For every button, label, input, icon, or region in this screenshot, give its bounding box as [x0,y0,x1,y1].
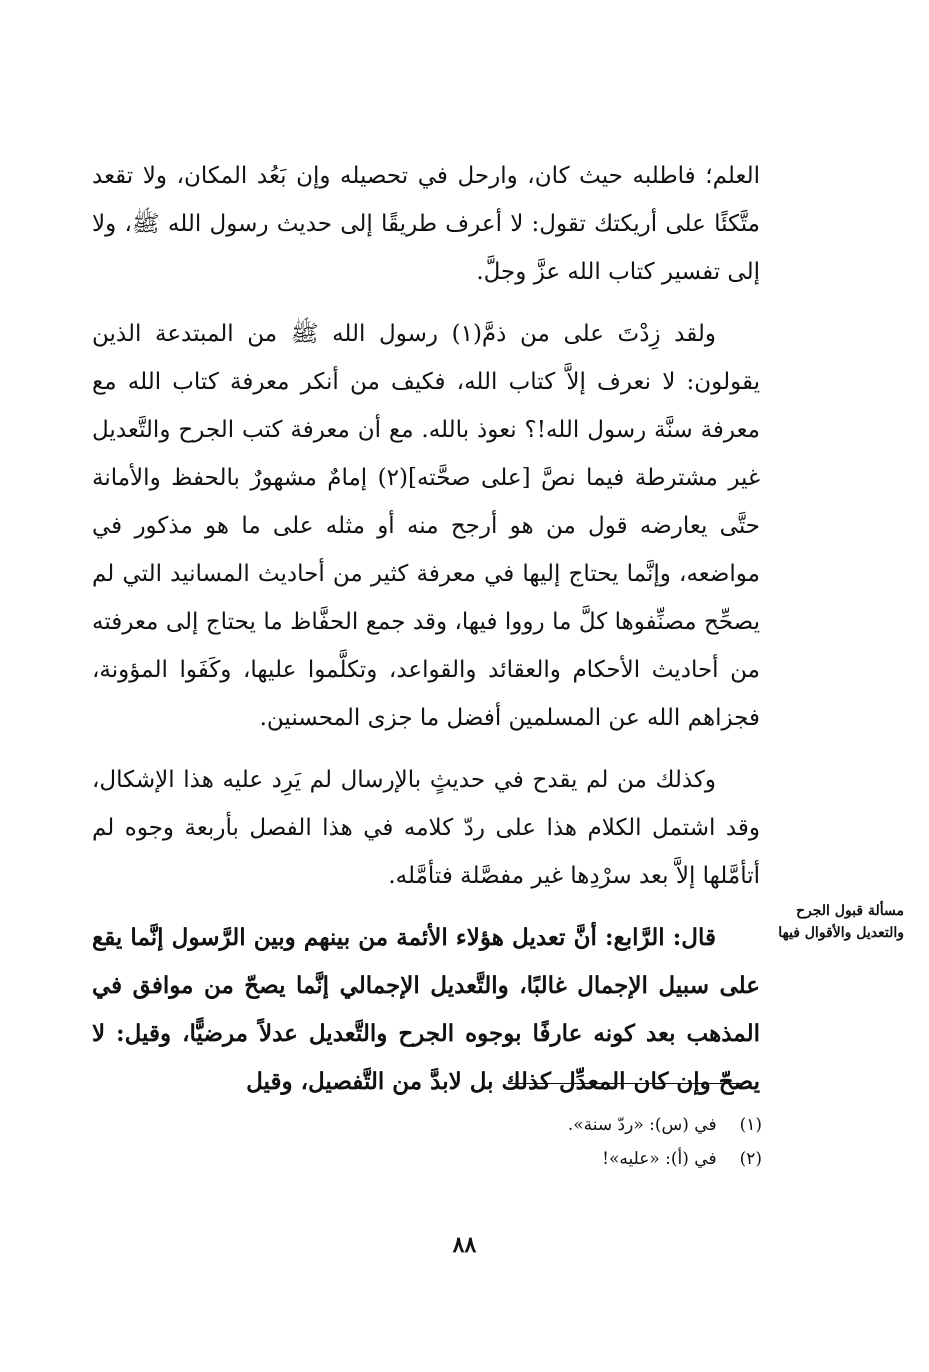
footnote-number: (١) [739,1115,762,1135]
page-number: ٨٨ [452,1232,477,1258]
paragraph: وكذلك من لم يقدح في حديثٍ بالإرسال لم يَرِد عليه هذا الإشكال، وقد اشتمل الكلام هذا على ردّ كلامه في هذا الفصل بأربعة وجوه لم أتأمَّلها إلاَّ بعد سرْدِها غير مفصَّلة فتأمَّله. [92,767,760,889]
quoted-paragraph: قال: الرَّابع: أنَّ تعديل هؤلاء الأئمة من بينهم وبين الرَّسول إنَّما يقع على سبيل الإجمال غالبًا، والتَّعديل الإجمالي إنَّما يصحّ من موافق في المذهب بعد كونه عارفًا بوجوه الجرح والتَّعديل عدلاً مرضيًّا، وقيل: لا يصحّ وإن كان المعدِّل كذلك بل لابدَّ من التَّفصيل، وقيل [92,924,760,1095]
paragraph-continuation: العلم؛ فاطلبه حيث كان، وارحل في تحصيله وإن بَعُد المكان، ولا تقعد متَّكئًا على أريكتك تقول: لا أعرف طريقًا إلى حديث رسول الله ﷺ، ولا إلى تفسير كتاب الله عزَّ وجلَّ. [92,163,760,285]
footnotes [300,1108,762,1176]
footnote-divider [508,1083,746,1084]
footnote-text: في (أ): «عليه»! [602,1149,717,1169]
margin-heading: مسألة قبول الجرح والتعديل والأقوال فيها [778,903,904,941]
footnote-number: (٢) [739,1149,762,1169]
footnote-item [300,1108,762,1142]
main-text [92,152,760,1120]
footnote-text: في (س): «ردّ سنة». [567,1115,717,1135]
footnote-item [300,1142,762,1176]
paragraph: ولقد زِدْتَ على من ذمَّ(١) رسول الله ﷺ من المبتدعة الذين يقولون: لا نعرف إلاَّ كتاب الله، فكيف من أنكر معرفة كتاب الله مع معرفة سنَّة رسول الله!؟ نعوذ بالله. مع أن معرفة كتب الجرح والتَّعديل غير مشترطة فيما نصَّ [على صحَّته](٢) إمامٌ مشهورٌ بالحفظ والأمانة حتَّى يعارضه قول من هو أرجح منه أو مثله على ما هو مذكور في مواضعه، وإنَّما يحتاج إليها في معرفة كثير من أحاديث المسانيد التي لم يصحِّح مصنِّفوها كلَّ ما رووا فيها، وقد جمع الحفَّاظ ما يحتاج إلى معرفته من أحاديث الأحكام والعقائد والقواعد، وتكلَّموا عليها، وكَفَوا المؤونة، فجزاهم الله عن المسلمين أفضل ما جزى المحسنين. [92,321,760,731]
